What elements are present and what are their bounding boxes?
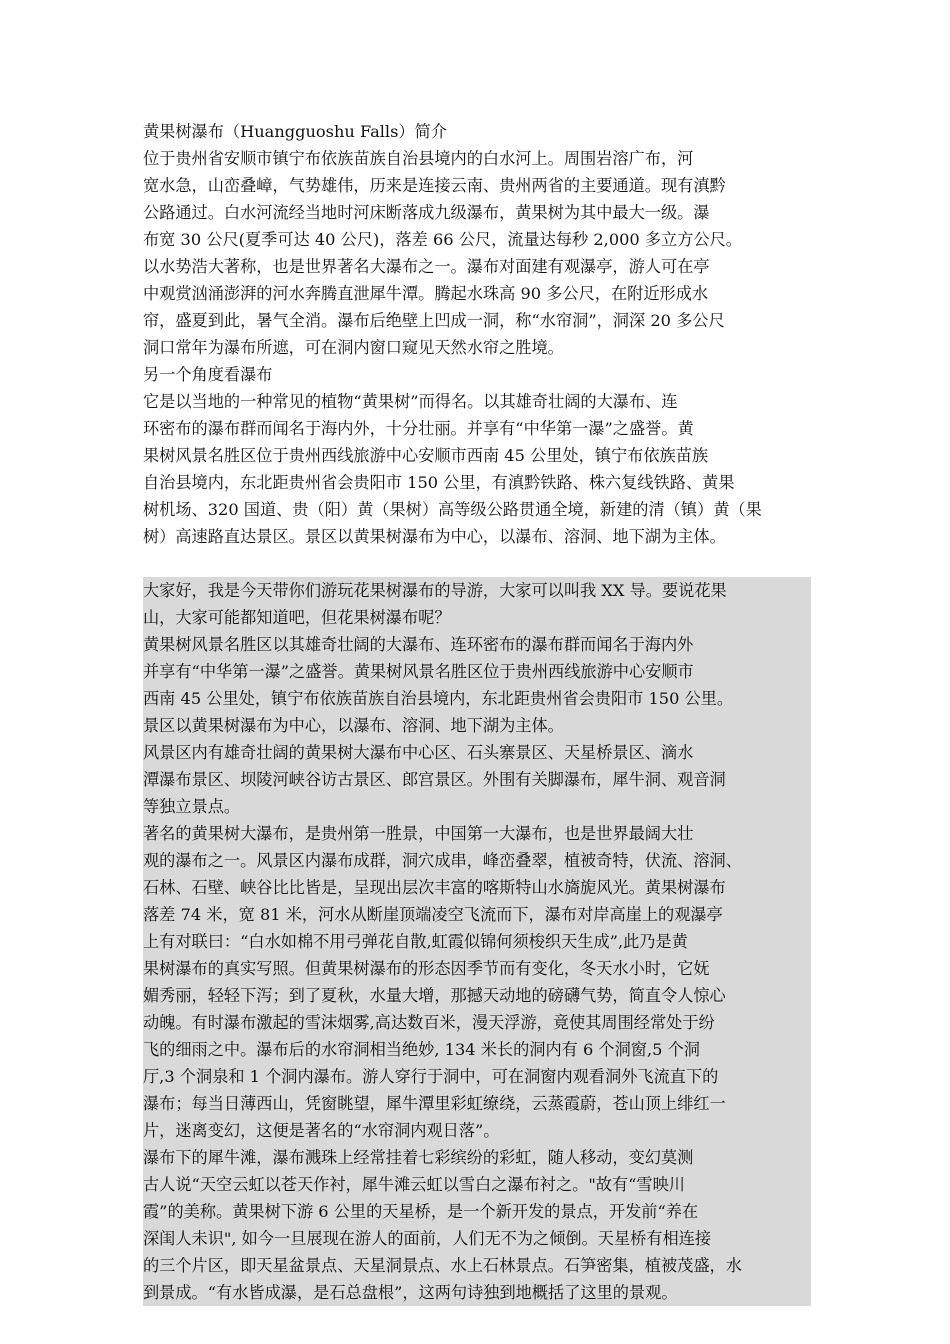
text-line: 黄果树风景名胜区以其雄奇壮阔的大瀑布、连环密布的瀑布群而闻名于海内外 (143, 635, 694, 654)
text-line: 帘，盛夏到此，暑气全消。瀑布后绝壁上凹成一洞，称“水帘洞”，洞深 20 多公尺 (143, 311, 725, 330)
text-line: 并享有“中华第一瀑”之盛誉。黄果树风景名胜区位于贵州西线旅游中心安顺市 (143, 662, 694, 681)
text-line: 等独立景点。 (143, 797, 241, 816)
text-line: 布宽 30 公尺(夏季可达 40 公尺)，落差 66 公尺，流量达每秒 2,000 多立方公尺。 (143, 230, 742, 249)
text-line: 景区以黄果树瀑布为中心，以瀑布、溶洞、地下湖为主体。 (143, 716, 564, 735)
text-line: 果树瀑布的真实写照。但黄果树瀑布的形态因季节而有变化，冬天水小时，它妩 (143, 959, 710, 978)
text-line: 宽水急，山峦叠嶂，气势雄伟，历来是连接云南、贵州两省的主要通道。现有滇黔 (143, 176, 726, 195)
text-line: 上有对联曰：“白水如棉不用弓弹花自散,虹霞似锦何须梭织天生成”,此乃是黄 (143, 932, 688, 951)
text-line: 瀑布下的犀牛滩，瀑布溅珠上经常挂着七彩缤纷的彩虹，随人移动，变幻莫测 (143, 1148, 694, 1167)
text-line: 落差 74 米，宽 81 米，河水从断崖顶端凌空飞流而下，瀑布对岸高崖上的观瀑亭 (143, 905, 723, 924)
text-line: 霞”的美称。黄果树下游 6 公里的天星桥，是一个新开发的景点，开发前“养在 (143, 1202, 699, 1221)
text-line: 树机场、320 国道、贵（阳）黄（果树）高等级公路贯通全境，新建的清（镇）黄（果 (143, 500, 762, 519)
text-line: 动魄。有时瀑布激起的雪沫烟雾,高达数百米，漫天浮游，竟使其周围经常处于纷 (143, 1013, 715, 1032)
section-gap (143, 550, 811, 577)
text-line: 潭瀑布景区、坝陵河峡谷访古景区、郎宫景区。外围有关脚瀑布，犀牛洞、观音洞 (143, 770, 726, 789)
text-line: 环密布的瀑布群而闻名于海内外，十分壮丽。并享有“中华第一瀑”之盛誉。黄 (143, 419, 694, 438)
text-line: 厅,3 个洞泉和 1 个洞内瀑布。游人穿行于洞中，可在洞窗内观看洞外飞流直下的 (143, 1067, 719, 1086)
guide-speech-section (143, 577, 811, 1306)
text-line: 西南 45 公里处，镇宁布依族苗族自治县境内，东北距贵州省会贵阳市 150 公里。 (143, 689, 734, 708)
text-line: 瀑布；每当日薄西山，凭窗眺望，犀牛潭里彩虹缭绕，云蒸霞蔚，苍山顶上绯红一 (143, 1094, 726, 1113)
text-line: 以水势浩大著称，也是世界著名大瀑布之一。瀑布对面建有观瀑亭，游人可在亭 (143, 257, 710, 276)
text-line: 大家好，我是今天带你们游玩花果树瀑布的导游，大家可以叫我 XX 导。要说花果 (143, 581, 727, 600)
text-line: 位于贵州省安顺市镇宁布依族苗族自治县境内的白水河上。周围岩溶广布，河 (143, 149, 694, 168)
text-line: 著名的黄果树大瀑布，是贵州第一胜景，中国第一大瀑布，也是世界最阔大壮 (143, 824, 694, 843)
article-body (143, 118, 811, 1306)
text-line: 到景成。“有水皆成瀑，是石总盘根”，这两句诗独到地概括了这里的景观。 (143, 1283, 678, 1302)
text-line: 观的瀑布之一。风景区内瀑布成群，洞穴成串，峰峦叠翠，植被奇特，伏流、溶洞、 (143, 851, 742, 870)
text-line: 深闺人未识", 如今一旦展现在游人的面前，人们无不为之倾倒。天星桥有相连接 (143, 1229, 712, 1248)
text-line: 媚秀丽，轻轻下泻；到了夏秋，水量大增，那撼天动地的磅礴气势，简直令人惊心 (143, 986, 726, 1005)
text-line: 飞的细雨之中。瀑布后的水帘洞相当绝妙, 134 米长的洞内有 6 个洞窗,5 个洞 (143, 1040, 700, 1059)
text-line: 树）高速路直达景区。景区以黄果树瀑布为中心，以瀑布、溶洞、地下湖为主体。 (143, 527, 726, 546)
text-line: 洞口常年为瀑布所遮，可在洞内窗口窥见天然水帘之胜境。 (143, 338, 564, 357)
intro-section (143, 145, 811, 550)
text-line: 风景区内有雄奇壮阔的黄果树大瀑布中心区、石头寨景区、天星桥景区、滴水 (143, 743, 694, 762)
text-line: 古人说“天空云虹以苍天作衬，犀牛滩云虹以雪白之瀑布衬之。"故有“雪映川 (143, 1175, 685, 1194)
text-line: 山，大家可能都知道吧，但花果树瀑布呢？ (143, 608, 451, 627)
text-line: 另一个角度看瀑布 (143, 365, 273, 384)
text-line: 的三个片区，即天星盆景点、天星洞景点、水上石林景点。石笋密集，植被茂盛，水 (143, 1256, 742, 1275)
text-line: 石林、石壁、峡谷比比皆是，呈现出层次丰富的喀斯特山水旖旎风光。黄果树瀑布 (143, 878, 726, 897)
text-line: 自治县境内，东北距贵州省会贵阳市 150 公里，有滇黔铁路、株六复线铁路、黄果 (143, 473, 735, 492)
text-line: 果树风景名胜区位于贵州西线旅游中心安顺市西南 45 公里处，镇宁布依族苗族 (143, 446, 709, 465)
text-line: 片，迷离变幻，这便是著名的“水帘洞内观日落”。 (143, 1121, 500, 1140)
text-line: 中观赏汹涌澎湃的河水奔腾直泄犀牛潭。腾起水珠高 90 多公尺，在附近形成水 (143, 284, 709, 303)
text-line: 它是以当地的一种常见的植物“黄果树”而得名。以其雄奇壮阔的大瀑布、连 (143, 392, 678, 411)
article-title: 黄果树瀑布（Huangguoshu Falls）简介 (143, 122, 447, 141)
text-line: 公路通过。白水河流经当地时河床断落成九级瀑布，黄果树为其中最大一级。瀑 (143, 203, 710, 222)
